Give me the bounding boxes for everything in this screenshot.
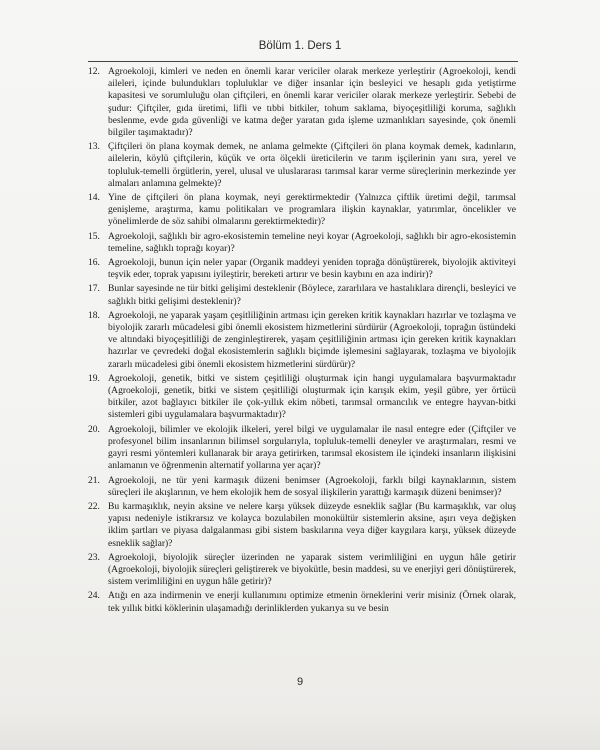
- list-item: [88, 475, 516, 499]
- item-number: 17.: [88, 283, 100, 295]
- item-text: Agroekoloji, kimleri ve neden en önemli karar vericiler olarak merkeze yerleştirir (Agroekoloji, kendi aileleri, içinde bulundukları topluluklar ve diğer insanlar için besleyici ve hesaplı gıda yetiştirme kapasitesi ve sorumluluğu olan çiftçileri, en önemli karar vericiler olarak merkeze yerleştirir. Sebebi de şudur: Çiftçiler, gıda üretimi, lifli ve tıbbi bitkiler, tohum saklama, biyoçeşitliliği koruma, sağlıklı beslenme, evde gıda güvenliği ve katma değer yaratan gıda işleme uzmanlıkları sayesinde, çok önemli bilgiler taşımaktadır)?: [108, 66, 516, 139]
- list-item: [88, 66, 516, 139]
- item-text: Agroekoloji, biyolojik süreçler üzerinden ne yaparak sistem verimliliğini en uygun hâle getirir (Agroekoloji, biyolojik süreçleri geliştirerek ve biyokütle, besin maddesi, su ve enerjiyi geri dönüştürerek, sistem verimliliğini en uygun hâle getirir)?: [108, 551, 516, 588]
- list-item: [88, 141, 516, 190]
- item-text: Bunlar sayesinde ne tür bitki gelişimi desteklenir (Böylece, zararlılara ve hastalıklara dirençli, besleyici ve sağlıklı bitki gelişimi desteklenir)?: [108, 283, 516, 307]
- list-item: [88, 373, 516, 422]
- item-text: Bu karmaşıklık, neyin aksine ve nelere karşı yüksek düzeyde esneklik sağlar (Bu karmaşıklık, var oluş yapısı nedeniyle istikrarsız ve kolayca bozulabilen monokültür sistemlerin aksine, aşırı veya değişken iklim şartları ve piyasa dalgalanması gibi sistem baskılarına veya diğer kaygılara karşı, yüksek düzeyde esneklik sağlar)?: [108, 500, 516, 549]
- list-item: [88, 231, 516, 255]
- item-text: Agroekoloji, bilimler ve ekolojik ilkeleri, yerel bilgi ve uygulamalar ile nasıl entegre eder (Çiftçiler ve profesyonel bilim insanlarının bilimsel sorgularıyla, topluluk-temelli deneyler ve araştırmaları, resmi ve gayri resmi yöntemleri kullanarak bir araya getirirken, tarımsal ekosistem ile içindeki insanların ilişkisini anlamanın ve öğrenmenin alternatif yollarına yer açar)?: [108, 423, 516, 472]
- item-number: 23.: [88, 551, 100, 563]
- item-number: 16.: [88, 257, 100, 269]
- item-text: Agroekoloji, sağlıklı bir agro-ekosistemin temeline neyi koyar (Agroekoloji, sağlıklı bir agro-ekosistemin temeline, sağlıklı toprağı koyar)?: [108, 230, 516, 254]
- page-shadow: [0, 710, 600, 750]
- question-list: [88, 66, 516, 617]
- item-number: 22.: [88, 500, 100, 512]
- item-number: 24.: [88, 590, 100, 602]
- item-number: 15.: [88, 230, 100, 242]
- item-text: Atığı en aza indirmenin ve enerji kullanımını optimize etmenin örneklerini verir misiniz (Örnek olarak, tek yıllık bitki köklerinin ulaşamadığı derinliklerden yukarıya su ve besin: [108, 590, 516, 614]
- item-text: Yine de çiftçileri ön plana koymak, neyi gerektirmektedir (Yalnızca çiftlik üretimi değil, tarımsal genişleme, araştırma, kamu politikaları ve programlara ilişkin kaynaklar, yatırımlar, öncelikler ve yönelimlerde de söz sahibi olmalarını gerektirmektedir)?: [108, 192, 516, 228]
- item-text: Agroekoloji, bunun için neler yapar (Organik maddeyi yeniden toprağa dönüştürerek, biyolojik aktiviteyi teşvik eder, toprak yapısını iyileştirir, bereketi artırır ve besin kaybını en aza indirir)?: [108, 257, 516, 281]
- item-number: 14.: [88, 192, 100, 204]
- list-item: [88, 424, 516, 473]
- header-rule: [88, 61, 518, 62]
- list-item: [88, 310, 516, 371]
- list-item: [88, 257, 516, 281]
- list-item: [88, 590, 516, 614]
- item-number: 20.: [88, 423, 100, 435]
- list-item: [88, 501, 516, 550]
- item-text: Çiftçileri ön plana koymak demek, ne anlama gelmekte (Çiftçileri ön plana koymak demek, kadınların, ailelerin, köylü çiftçilerin, küçük ve orta ölçekli üreticilerin ve tarım işçilerinin yanı sıra, yerel ve topluluk-temelli örgütlerin, yerel, ulusal ve uluslararası tarımsal karar verme süreçlerinin merkezinde yer almaları anlamına gelmekte)?: [108, 141, 516, 189]
- item-number: 19.: [88, 372, 100, 384]
- page-number: 9: [296, 676, 304, 688]
- page-header: Bölüm 1. Ders 1: [258, 40, 342, 52]
- item-text: Agroekoloji, genetik, bitki ve sistem çeşitliliği oluşturmak için hangi uygulamalara başvurmaktadır (Agroekoloji, genetik, bitki ve sistem çeşitliliği oluşturmak için karışık ekim, yeşil gübre, yer örtücü bitkiler, azot bağlayıcı bitkiler ile çok-yıllık ekim nöbeti, tarımsal ormancılık ve entegre hayvan-bitki sistemleri gibi uygulamalara başvurmaktadır)?: [108, 372, 516, 421]
- item-number: 12.: [88, 66, 100, 77]
- list-item: [88, 552, 516, 589]
- item-number: 21.: [88, 474, 100, 486]
- item-text: Agroekoloji, ne tür yeni karmaşık düzeni benimser (Agroekoloji, farklı bilgi kaynaklarının, sistem süreçleri ile akışlarının, ve hem ekolojik hem de sosyal ilişkilerin yarattığı karmaşık düzeni benimser)?: [108, 474, 516, 498]
- item-number: 13.: [88, 141, 100, 153]
- list-item: [88, 192, 516, 229]
- list-item: [88, 283, 516, 307]
- item-text: Agroekoloji, ne yaparak yaşam çeşitliliğinin artması için gereken kritik kaynakları hazırlar ve tozlaşma ve biyolojik zararlı mücadelesi gibi önemli ekosistem hizmetlerini sürdürür (Agroekoloji, toprağın üstündeki ve altındaki biyoçeşitliliği de zenginleştirerek, yaşam çeşitliliğinin artması için gereken kritik kaynakları hazırlar ve çevredeki doğal ekosistemlerin sağlıklı biçimde işlemesini sağlayarak, tozlaşma ve biyolojik zararlı mücadelesi gibi önemli ekosistem hizmetlerini sürdürür)?: [108, 309, 516, 370]
- item-number: 18.: [88, 309, 100, 321]
